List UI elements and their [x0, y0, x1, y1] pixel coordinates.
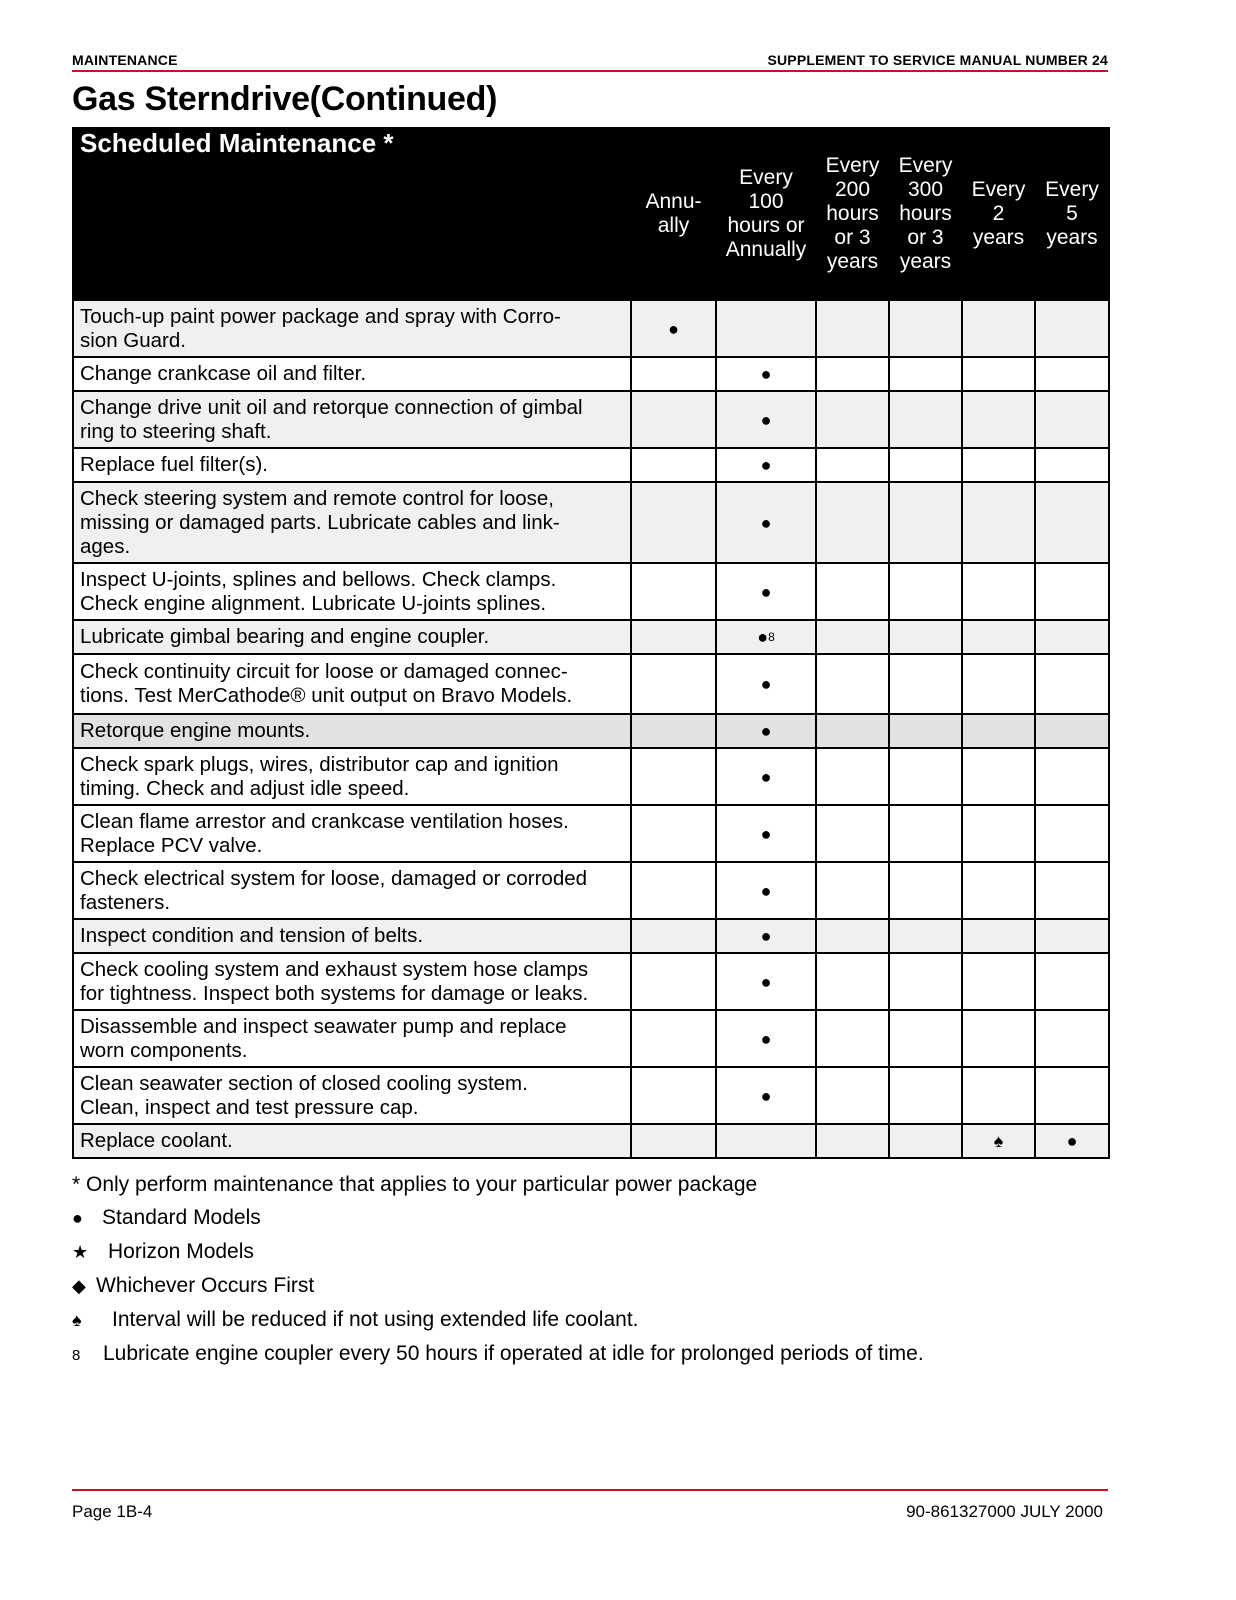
interval-cell [631, 620, 716, 654]
interval-cell [816, 482, 889, 563]
bullet-icon: ● [760, 721, 772, 741]
footnote-item: ★ Horizon Models [72, 1235, 924, 1269]
interval-cell [889, 563, 962, 620]
bullet-icon: ● [760, 455, 772, 475]
interval-cell [716, 563, 816, 620]
interval-cell [716, 482, 816, 563]
task-cell: Inspect condition and tension of belts. [73, 919, 631, 953]
task-cell: Retorque engine mounts. [73, 714, 631, 748]
interval-cell [716, 1124, 816, 1158]
header-rule [72, 70, 1108, 72]
interval-cell [962, 482, 1035, 563]
document-number: 90-861327000 JULY 2000 [906, 1502, 1103, 1521]
interval-cell [1035, 919, 1109, 953]
interval-cell [1035, 654, 1109, 714]
column-header: Every 2 years [962, 128, 1035, 300]
interval-cell [1035, 805, 1109, 862]
table-row [73, 563, 1109, 620]
table-row [73, 620, 1109, 654]
interval-cell [816, 1010, 889, 1067]
interval-cell [716, 620, 816, 654]
interval-cell [716, 300, 816, 357]
interval-cell [716, 862, 816, 919]
interval-cell [962, 563, 1035, 620]
interval-cell [716, 919, 816, 953]
task-cell: Disassemble and inspect seawater pump and replace worn components. [73, 1010, 631, 1067]
interval-cell [1035, 748, 1109, 805]
interval-cell [1035, 1010, 1109, 1067]
bullet-icon: ● [757, 627, 769, 647]
interval-cell [716, 953, 816, 1010]
bullet-icon: ● [72, 1208, 83, 1228]
bullet-icon: ● [760, 581, 772, 602]
table-row [73, 1010, 1109, 1067]
table-row [73, 1067, 1109, 1124]
column-header: Every 5 years [1035, 128, 1109, 300]
interval-cell [631, 391, 716, 448]
interval-cell [631, 714, 716, 748]
interval-cell [816, 919, 889, 953]
interval-cell [631, 805, 716, 862]
footnote-number: 8 [72, 1347, 81, 1364]
interval-cell [631, 862, 716, 919]
column-header: Every 300 hours or 3 years [889, 128, 962, 300]
bullet-icon: ● [760, 766, 772, 787]
page-number: Page 1B-4 [72, 1502, 153, 1521]
bullet-icon: ● [668, 318, 679, 339]
task-cell: Inspect U-joints, splines and bellows. Check clamps. Check engine alignment. Lubricate U-joints splines. [73, 563, 631, 620]
task-cell: Check continuity circuit for loose or damaged connec- tions. Test MerCathode® unit output on Bravo Models. [73, 654, 631, 714]
interval-cell [816, 1067, 889, 1124]
interval-cell [889, 1010, 962, 1067]
bullet-icon: ● [760, 512, 772, 533]
interval-cell [816, 714, 889, 748]
task-cell: Change crankcase oil and filter. [73, 357, 631, 391]
interval-cell [716, 448, 816, 482]
interval-cell [716, 391, 816, 448]
interval-cell [631, 953, 716, 1010]
task-cell: Check steering system and remote control for loose, missing or damaged parts. Lubricate cables and link- ages. [73, 482, 631, 563]
interval-cell [889, 748, 962, 805]
interval-cell [962, 953, 1035, 1010]
interval-cell [889, 919, 962, 953]
table-row [73, 1124, 1109, 1158]
table-row [73, 714, 1109, 748]
interval-cell [962, 805, 1035, 862]
table-caption: Scheduled Maintenance * [73, 128, 631, 300]
table-row [73, 448, 1109, 482]
table-row [73, 805, 1109, 862]
interval-cell [962, 357, 1035, 391]
interval-cell [816, 300, 889, 357]
interval-cell [1035, 300, 1109, 357]
interval-cell [631, 448, 716, 482]
interval-cell [631, 357, 716, 391]
bullet-icon: ● [760, 1085, 772, 1106]
table-row [73, 357, 1109, 391]
interval-cell [1035, 620, 1109, 654]
footnotes [72, 1168, 924, 1372]
interval-cell [716, 654, 816, 714]
task-cell: Touch-up paint power package and spray with Corro- sion Guard. [73, 300, 631, 357]
interval-cell [889, 1124, 962, 1158]
interval-cell [889, 805, 962, 862]
interval-cell [631, 748, 716, 805]
bullet-icon: ● [760, 926, 772, 946]
diamond-icon: ◆ [72, 1276, 86, 1296]
interval-cell [816, 620, 889, 654]
interval-cell [716, 714, 816, 748]
bullet-icon: ● [760, 674, 772, 694]
interval-cell [716, 357, 816, 391]
bullet-icon: ● [760, 823, 772, 844]
bullet-icon: ● [760, 880, 772, 901]
spade-icon: ♠ [993, 1131, 1004, 1151]
interval-cell [1035, 1067, 1109, 1124]
interval-cell [631, 563, 716, 620]
interval-cell [889, 448, 962, 482]
interval-cell [716, 1010, 816, 1067]
bullet-icon: ● [1066, 1131, 1078, 1151]
column-header: Every 100 hours or Annually [716, 128, 816, 300]
bullet-icon: ● [760, 1028, 772, 1049]
interval-cell [631, 919, 716, 953]
column-header: Annu- ally [631, 128, 716, 300]
task-cell: Check electrical system for loose, damaged or corroded fasteners. [73, 862, 631, 919]
interval-cell [889, 654, 962, 714]
interval-cell [816, 391, 889, 448]
interval-cell [1035, 448, 1109, 482]
interval-cell [889, 391, 962, 448]
interval-cell [962, 714, 1035, 748]
footnote-item: ♠ Interval will be reduced if not using extended life coolant. [72, 1303, 924, 1337]
footer-rule [72, 1489, 1108, 1491]
interval-cell [962, 391, 1035, 448]
interval-cell [716, 1067, 816, 1124]
task-cell: Change drive unit oil and retorque connection of gimbal ring to steering shaft. [73, 391, 631, 448]
task-cell: Replace fuel filter(s). [73, 448, 631, 482]
interval-cell [962, 300, 1035, 357]
table-row [73, 300, 1109, 357]
interval-cell [816, 1124, 889, 1158]
interval-cell [889, 714, 962, 748]
task-cell: Check cooling system and exhaust system hose clamps for tightness. Inspect both systems for damage or leaks. [73, 953, 631, 1010]
task-cell: Check spark plugs, wires, distributor cap and ignition timing. Check and adjust idle speed. [73, 748, 631, 805]
interval-cell [1035, 1124, 1109, 1158]
interval-cell [816, 748, 889, 805]
spade-icon: ♠ [72, 1310, 82, 1330]
star-icon: ★ [72, 1242, 89, 1262]
bullet-icon: ● [760, 409, 772, 430]
table-row [73, 919, 1109, 953]
interval-cell [889, 1067, 962, 1124]
interval-cell [1035, 482, 1109, 563]
table-header-row [73, 128, 1109, 300]
interval-cell [889, 482, 962, 563]
interval-cell [716, 805, 816, 862]
interval-cell [631, 654, 716, 714]
task-cell: Replace coolant. [73, 1124, 631, 1158]
interval-cell [962, 919, 1035, 953]
interval-cell [631, 1010, 716, 1067]
interval-cell [816, 953, 889, 1010]
running-header-manual: SUPPLEMENT TO SERVICE MANUAL NUMBER 24 [767, 52, 1108, 68]
interval-cell [1035, 391, 1109, 448]
interval-cell [962, 654, 1035, 714]
interval-cell [816, 654, 889, 714]
interval-cell [816, 357, 889, 391]
interval-cell [889, 953, 962, 1010]
interval-cell [631, 1124, 716, 1158]
interval-cell [962, 620, 1035, 654]
interval-cell [889, 862, 962, 919]
interval-cell [816, 563, 889, 620]
interval-cell [816, 448, 889, 482]
footnote-ref: 8 [768, 630, 775, 644]
interval-cell [1035, 563, 1109, 620]
footnote-item: 8 Lubricate engine coupler every 50 hours if operated at idle for prolonged periods of time. [72, 1337, 924, 1372]
interval-cell [1035, 953, 1109, 1010]
interval-cell [631, 300, 716, 357]
interval-cell [962, 448, 1035, 482]
interval-cell [1035, 357, 1109, 391]
table-row [73, 862, 1109, 919]
task-cell: Clean flame arrestor and crankcase ventilation hoses. Replace PCV valve. [73, 805, 631, 862]
bullet-icon: ● [760, 364, 772, 384]
table-row [73, 953, 1109, 1010]
interval-cell [962, 1010, 1035, 1067]
interval-cell [816, 862, 889, 919]
column-header: Every 200 hours or 3 years [816, 128, 889, 300]
footnote-item: ● Standard Models [72, 1201, 924, 1235]
interval-cell [889, 357, 962, 391]
footnote-intro: * Only perform maintenance that applies to your particular power package [72, 1173, 758, 1196]
interval-cell [962, 1067, 1035, 1124]
table-row [73, 748, 1109, 805]
interval-cell [716, 748, 816, 805]
table-row [73, 482, 1109, 563]
running-header-section: MAINTENANCE [72, 52, 178, 68]
interval-cell [889, 620, 962, 654]
interval-cell [962, 748, 1035, 805]
interval-cell [816, 805, 889, 862]
interval-cell [631, 1067, 716, 1124]
interval-cell [962, 862, 1035, 919]
task-cell: Lubricate gimbal bearing and engine coupler. [73, 620, 631, 654]
bullet-icon: ● [760, 971, 772, 992]
page-title: Gas Sterndrive(Continued) [72, 80, 498, 118]
footnote-item: ◆ Whichever Occurs First [72, 1269, 924, 1303]
interval-cell [631, 482, 716, 563]
interval-cell [962, 1124, 1035, 1158]
interval-cell [889, 300, 962, 357]
table-row [73, 391, 1109, 448]
maintenance-table [72, 127, 1110, 1159]
table-row [73, 654, 1109, 714]
task-cell: Clean seawater section of closed cooling system. Clean, inspect and test pressure cap. [73, 1067, 631, 1124]
interval-cell [1035, 714, 1109, 748]
interval-cell [1035, 862, 1109, 919]
